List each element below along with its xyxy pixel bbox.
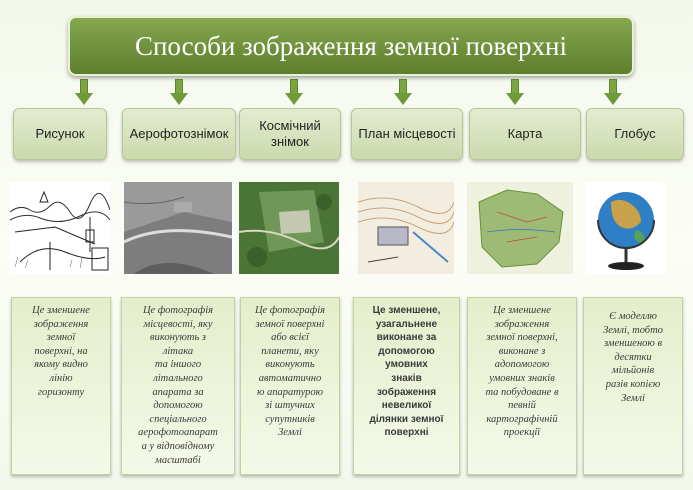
category-plan bbox=[351, 108, 463, 160]
category-aerofoto bbox=[122, 108, 236, 160]
plan-map-image bbox=[358, 182, 454, 274]
globe-image bbox=[586, 182, 666, 274]
arrow-down-icon bbox=[77, 80, 91, 106]
category-kosmichnyi bbox=[239, 108, 341, 160]
description-karta: Це зменшене зображення земної поверхні, виконане з адопомогою умовних знаків та побудоване в певній картографічній проекції bbox=[467, 297, 577, 475]
description-globus: Є моделлю Землі, тобто зменшеною в десятки мільйонів разів копією Землі bbox=[583, 297, 683, 475]
aerial-photo-image bbox=[124, 182, 232, 274]
arrow-down-icon bbox=[396, 80, 410, 106]
category-label: План місцевості bbox=[358, 125, 456, 141]
category-globus bbox=[586, 108, 684, 160]
description-aerofoto: Це фотографія місцевості, яку виконують з літака та іншого літального апарата за допомогою спеціального аерофотоапарат а у відповідному масштабі bbox=[121, 297, 235, 475]
category-label: Космічний знімок bbox=[259, 117, 321, 149]
title-banner bbox=[68, 16, 634, 76]
arrow-down-icon bbox=[172, 80, 186, 106]
arrow-down-icon bbox=[508, 80, 522, 106]
category-label: Карта bbox=[507, 125, 543, 141]
category-label: Глобус bbox=[614, 125, 656, 141]
arrow-down-icon bbox=[287, 80, 301, 106]
arrow-down-icon bbox=[606, 80, 620, 106]
category-label: Аерофотознімок bbox=[129, 125, 229, 141]
drawing-image bbox=[10, 182, 110, 274]
satellite-image bbox=[239, 182, 339, 274]
category-risunok bbox=[13, 108, 107, 160]
description-risunok: Це зменшене зображення земної поверхні, на якому видно лінію горизонту bbox=[11, 297, 111, 475]
description-plan: Це зменшене, узагальнене виконане за допомогою умовних знаків зображення невеликої ділянки земної поверхні bbox=[353, 297, 460, 475]
category-label: Рисунок bbox=[35, 125, 85, 141]
category-karta bbox=[469, 108, 581, 160]
description-kosmichnyi: Це фотографія земної поверхні або всієї планети, яку виконують автоматично ю апаратурою зі штучних супутників Землі bbox=[240, 297, 340, 475]
page-title: Способи зображення земної поверхні bbox=[134, 30, 568, 61]
map-image bbox=[467, 182, 573, 274]
